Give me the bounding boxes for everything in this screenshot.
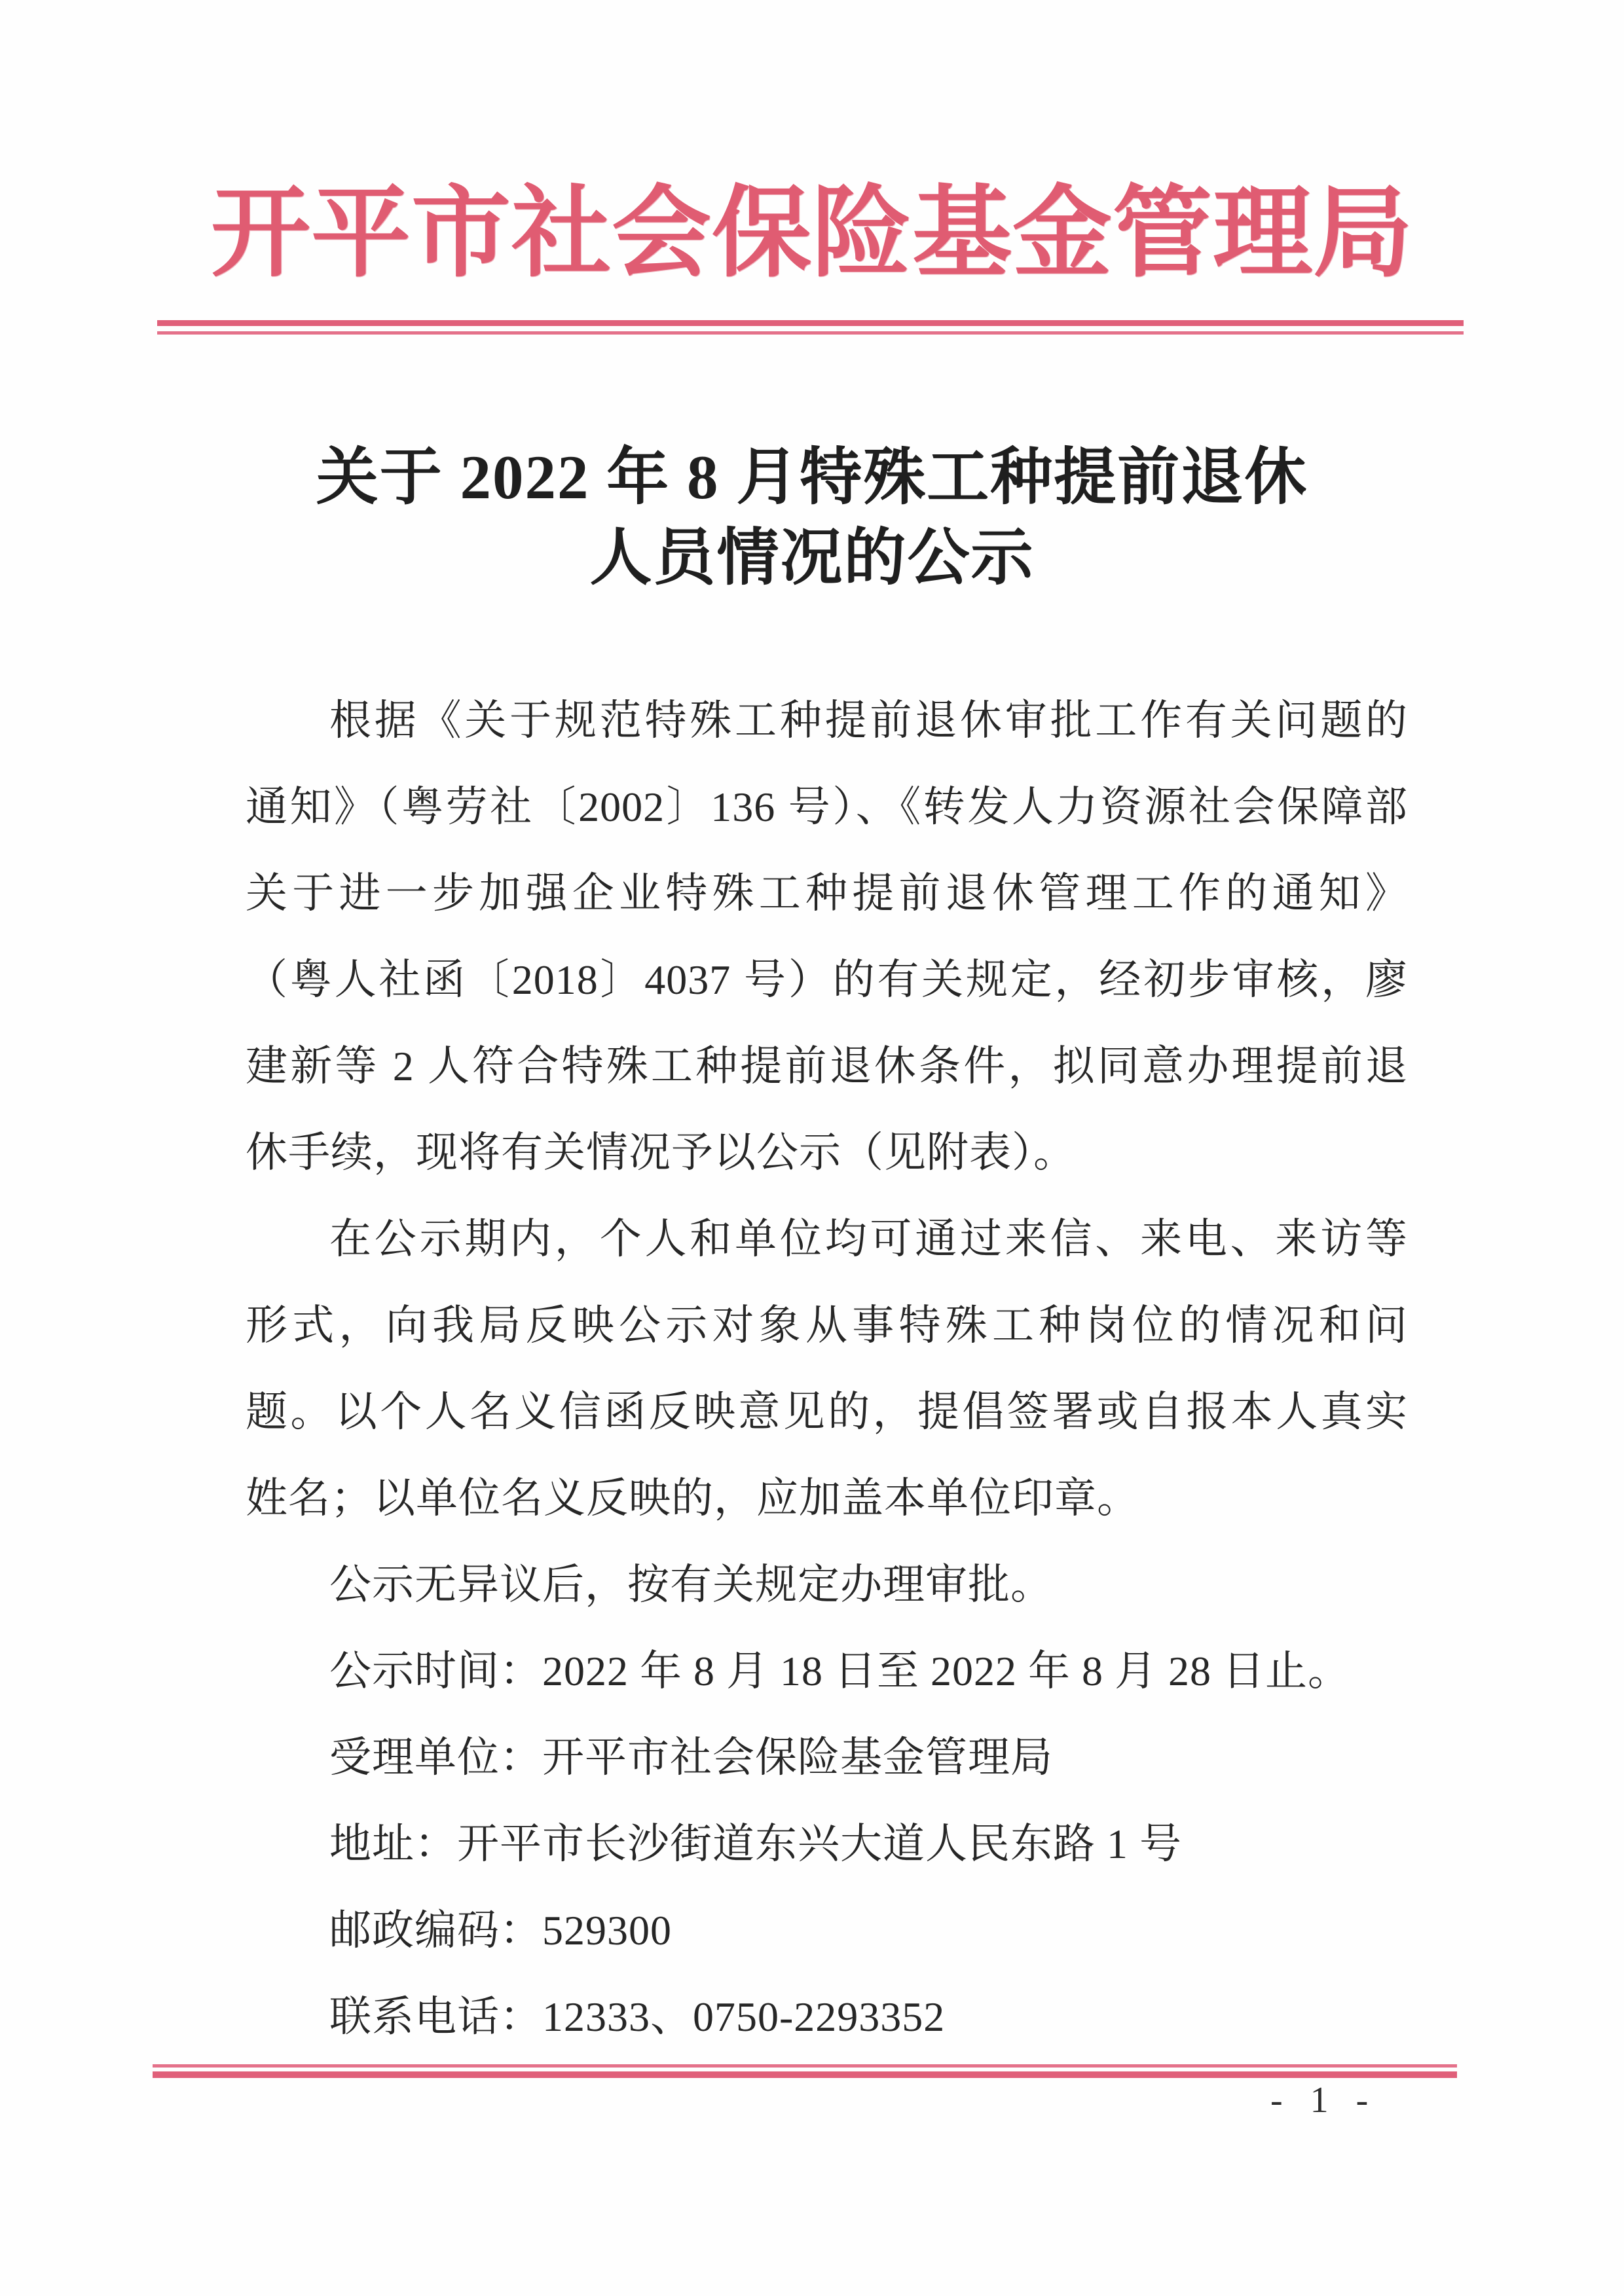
masthead-rule-thick xyxy=(157,320,1464,326)
body-line: 休手续，现将有关情况予以公示（见附表）。 xyxy=(246,1129,1076,1176)
document-title-line2: 人员情况的公示 xyxy=(589,523,1035,592)
body-line: 在公示期内，个人和单位均可通过来信、来电、来访等 xyxy=(329,1216,1408,1262)
body-line: （粤人社函〔2018〕4037 号）的有关规定，经初步审核，廖 xyxy=(246,957,1408,1003)
document-title-line1: 关于 2022 年 8 月特殊工种提前退休 xyxy=(316,443,1308,512)
document-body xyxy=(246,678,1408,2060)
body-line: 公示时间：2022 年 8 月 18 日至 2022 年 8 月 28 日止。 xyxy=(329,1648,1350,1694)
body-line: 根据《关于规范特殊工种提前退休审批工作有关问题的 xyxy=(329,697,1408,744)
body-line: 姓名；以单位名义反映的，应加盖本单位印章。 xyxy=(246,1475,1139,1522)
page-number: - 1 - xyxy=(1270,2080,1378,2121)
body-line: 邮政编码：529300 xyxy=(329,1907,672,1954)
body-line: 形式，向我局反映公示对象从事特殊工种岗位的情况和问 xyxy=(246,1302,1408,1349)
body-line: 公示无异议后，按有关规定办理审批。 xyxy=(329,1561,1053,1608)
body-line: 关于进一步加强企业特殊工种提前退休管理工作的通知》 xyxy=(246,870,1408,917)
body-line: 受理单位：开平市社会保险基金管理局 xyxy=(329,1734,1053,1781)
footer-rule-thick xyxy=(153,2071,1457,2078)
body-line: 通知》（粤劳社〔2002〕136 号）、《转发人力资源社会保障部 xyxy=(246,784,1408,830)
body-line: 建新等 2 人符合特殊工种提前退休条件，拟同意办理提前退 xyxy=(246,1043,1408,1089)
footer-rule-thin xyxy=(153,2064,1457,2068)
agency-masthead-title: 开平市社会保险基金管理局 xyxy=(211,179,1413,289)
masthead-rule-thin xyxy=(157,331,1464,335)
document-title xyxy=(0,437,1624,598)
body-line: 题。以个人名义信函反映意见的，提倡签署或自报本人真实 xyxy=(246,1389,1408,1435)
body-line: 联系电话：12333、0750-2293352 xyxy=(329,1994,946,2040)
body-line: 地址：开平市长沙街道东兴大道人民东路 1 号 xyxy=(329,1821,1182,1867)
